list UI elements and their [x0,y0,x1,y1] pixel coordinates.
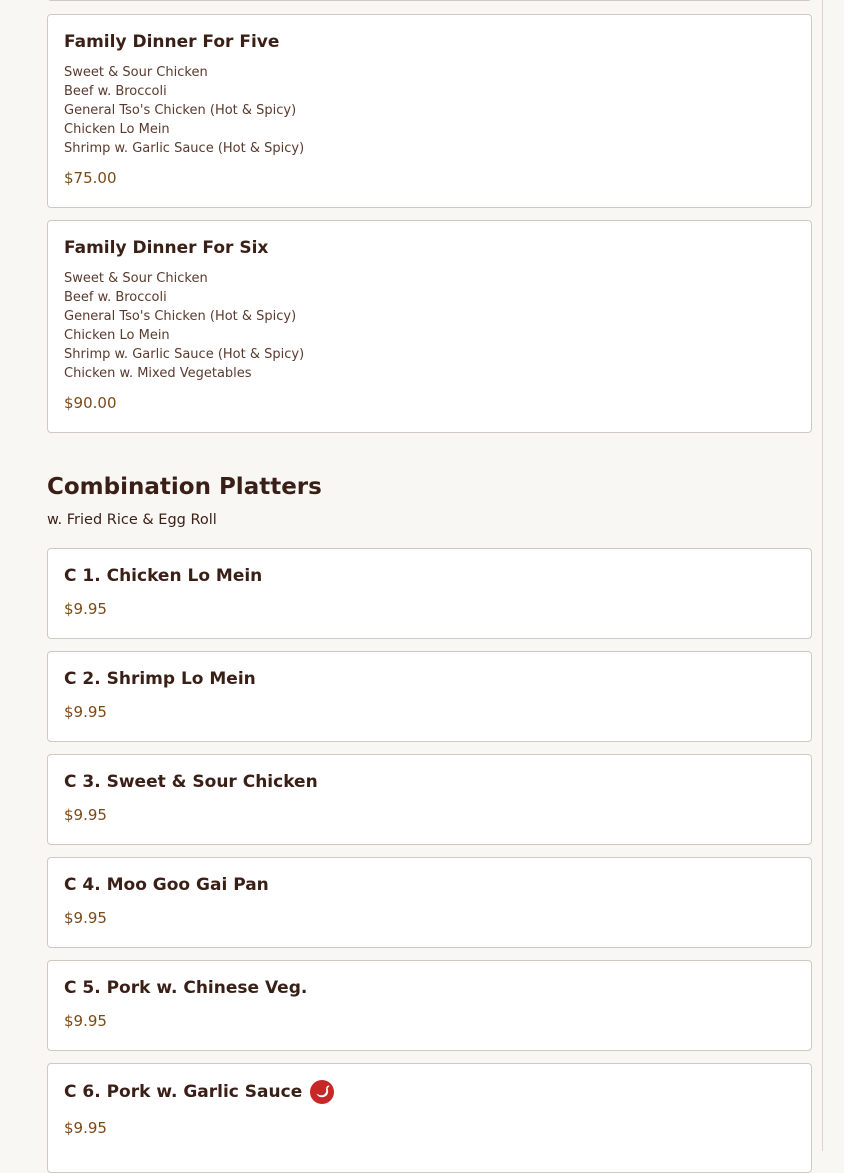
menu-item-title: C 3. Sweet & Sour Chicken [64,772,318,792]
section-subtitle: w. Fried Rice & Egg Roll [47,512,217,528]
menu-item-card[interactable] [47,754,812,845]
menu-item-card-partial[interactable] [47,0,812,1]
menu-item-description-line: Chicken Lo Mein [64,122,170,137]
menu-item-price: $9.95 [64,703,107,721]
section-title: Combination Platters [47,474,322,500]
menu-item-description-line: Sweet & Sour Chicken [64,271,208,286]
menu-item-price: $9.95 [64,1012,107,1030]
menu-item-price: $90.00 [64,394,117,412]
menu-item-title: Family Dinner For Five [64,32,280,52]
menu-item-title: C 6. Pork w. Garlic Sauce [64,1082,303,1102]
menu-item-description-line: General Tso's Chicken (Hot & Spicy) [64,309,297,324]
menu-item-card[interactable] [47,548,812,639]
menu-item-description-line: Shrimp w. Garlic Sauce (Hot & Spicy) [64,347,305,362]
menu-item-title: C 4. Moo Goo Gai Pan [64,875,269,895]
menu-item-title: C 2. Shrimp Lo Mein [64,669,256,689]
menu-item-description-line: Chicken Lo Mein [64,328,170,343]
menu-item-price: $9.95 [64,1119,107,1137]
menu-item-card[interactable] [47,220,812,433]
menu-item-price: $9.95 [64,600,107,618]
menu-item-price: $75.00 [64,169,117,187]
chili-pepper-icon [310,1080,334,1104]
menu-item-title-row [64,1080,795,1104]
menu-item-description-line: General Tso's Chicken (Hot & Spicy) [64,103,297,118]
menu-item-title: C 1. Chicken Lo Mein [64,566,263,586]
menu-item-description [64,269,795,383]
menu-item-card[interactable] [47,14,812,208]
menu-item-description-line: Chicken w. Mixed Vegetables [64,366,252,381]
menu-item-price: $9.95 [64,806,107,824]
menu-item-card[interactable] [47,1063,812,1173]
menu-item-card[interactable] [47,651,812,742]
menu-item-price: $9.95 [64,909,107,927]
menu-item-description-line: Beef w. Broccoli [64,84,167,99]
menu-item-description-line: Shrimp w. Garlic Sauce (Hot & Spicy) [64,141,305,156]
menu-item-title: Family Dinner For Six [64,238,269,258]
menu-item-description-line: Sweet & Sour Chicken [64,65,208,80]
menu-item-title: C 5. Pork w. Chinese Veg. [64,978,308,998]
menu-item-description-line: Beef w. Broccoli [64,290,167,305]
menu-item-card[interactable] [47,857,812,948]
menu-item-card[interactable] [47,960,812,1051]
menu-item-description [64,63,795,158]
